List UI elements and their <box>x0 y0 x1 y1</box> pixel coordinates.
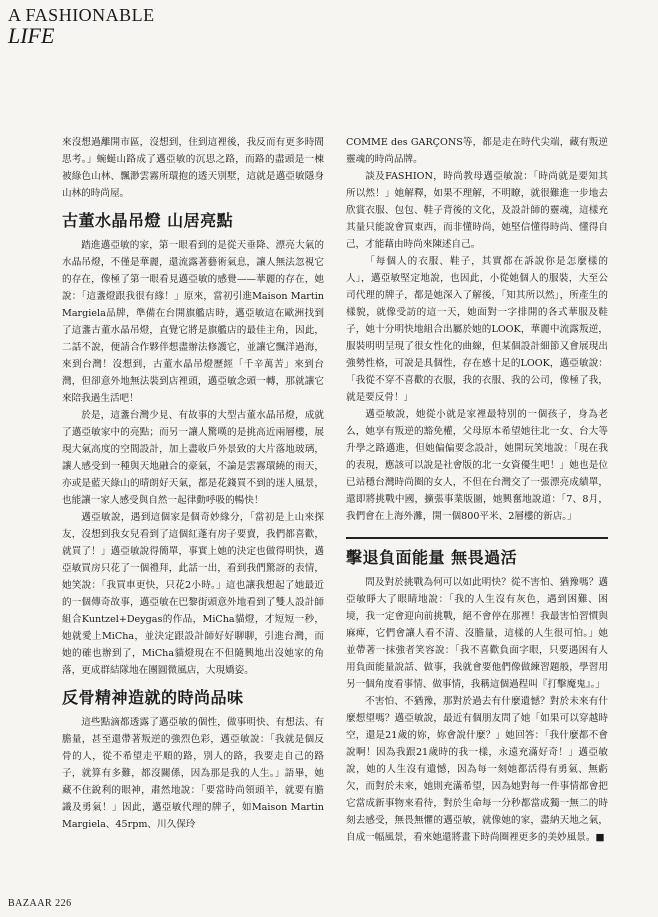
left-paragraph-1: 來沒想過離開市區，沒想到，住到這裡後，我反而有更多時間思考。」蜿蜒山路成了邁亞敏的沉思之路，而路的盡頭是一棟被綠色山林、飄渺雲霧所環抱的透天別墅，這就是邁亞敏隱身山林的時尚屋。 <box>62 137 324 199</box>
right-column <box>346 134 608 846</box>
right-paragraph-4: 邁亞敏說，她從小就是家裡最特別的一個孩子，身為老么，她享有叛逆的豁免權，父母原本希望她往北一女、台大等升學之路邁進，但她偏偏要念設計，她開玩笑地說：「現在我的表現，應該可以說是社會版的北一女資優生吧！」她也是位已站穩台灣時尚圈的女人，不但在台灣交了一張漂亮成績單，還即將挑戰中國，擴張事業版圖，她興奮地說道：「7、8月，我們會在上海外灘，開一個800平米、2層樓的新店。」 <box>346 409 608 522</box>
left-paragraph-4: 邁亞敏說，遇到這個家是個奇妙緣分，「當初是上山來探友，沒想到我女兒看到了這個紅蓬有房子要賣，我們都喜歡，就買了！」邁亞敏說得簡單，事實上她的決定也做得明快，邁亞敏買房只花了一個禮拜，此話一出，看到我們驚訝的表情，她笑說：「我買車更快，只花2小時。」這也讓我想起了她最近的一個傳奇故事，邁亞敏在巴黎街頭意外地看到了雙人設計師組合Kuntzel+Deygas的作品，MiCha貓燈，才短短一秒，她就愛上MiCha，並決定跟設計師好好聊聊，引進台灣，而她的確也辦到了，MiCha貓燈現在不但隨興地出沒她家的角落，更成群結隊地在團圓微風店，大現嬌姿。 <box>62 512 324 676</box>
section-title-line2: LIFE <box>8 23 55 48</box>
right-paragraph-2: 談及FASHION，時尚教母邁亞敏說：「時尚就是要知其所以然！」她解釋，如果不理解，不明瞭，就很難進一步地去欣賞衣服、包包、鞋子背後的文化，及設計師的靈魂，這樣充其量只能說會買東西，而非懂時尚，她堅信懂得時尚、懂得自己，才能藉由時尚來陳述自己。 <box>346 171 608 250</box>
right-paragraph-5: 問及對於挑戰為何可以如此明快？從不害怕、猶豫嗎？邁亞敏睜大了眼睛地說：「我的人生沒有灰色，遇到困難、困境，我一定會迎向前挑戰，絕不會停在那裡！我最害怕習慣與麻痺，它們會讓人看不清、沒膽量，這樣的人生很可怕。」她並帶著一抹強者笑容說：「我不喜歡負面字眼，只要遇困有人用負面能量說話、做事，我就會要他們像做練習題般，學習用另一個角度看事情、做事情，我稱這個過程叫『打擊魔鬼』。」 <box>346 577 608 690</box>
left-paragraph-5: 這些點滴都透露了邁亞敏的個性，做事明快、有想法、有膽量，甚至還帶著叛逆的強烈色彩，邁亞敏說：「我就是個反骨的人，從不希望走平順的路，別人的路，我要走自己的路子，就算有多難，都沒關係，因為那是我的人生。」語畢，她藏不住銳利的眼神，肅然地說：「要當時尚領頭羊，就要有膽識及勇氣！」因此，邁亞敏代理的牌子，如Maison Martin Margiela、45rpm、川久保玲 <box>62 717 324 830</box>
page-footer-folio: BAZAAR 226 <box>8 898 72 909</box>
section-heading-negative-energy: 擊退負面能量 無畏過活 <box>346 548 518 567</box>
left-column <box>62 134 324 833</box>
section-heading-rebel-spirit: 反骨精神造就的時尚品味 <box>62 688 244 707</box>
right-paragraph-6: 不害怕、不猶豫，那對於過去有什麼遺憾？對於未來有什麼想望嗎？邁亞敏說，最近有個朋友問了她「如果可以穿越時空，還是21歲的妳，妳會說什麼？」她回答：「我什麼都不會說啊！因為我跟21歲時的我一樣，永遠充滿好奇！」邁亞敏說，她的人生沒有遺憾，因為每一刻她都活得有勇氣、無虧欠，而對於未來，她則充滿希望，因為她對每一件事情都會把它當成新事物來看待，對於生命每一分秒都當成獨一無二的時刻去感受，無畏無懼的邁亞敏，就像她的家，盡納天地之氣，自成一幅風景，看來她還將畫下時尚圈裡更多的美妙風景。■ <box>346 696 608 843</box>
left-paragraph-3: 於是，這盞台灣少見、有故事的大型古董水晶吊燈，成就了邁亞敏家中的亮點；而另一讓人驚嘆的是挑高近兩層樓，展現大氣高度的空間設計，加上盡收戶外景致的大片落地玻璃，讓人感受到一種與天地融合的豪氣，不論是雲霧環繞的雨天，亦或是藍天綠山的晴朗好天氣，都是花錢買不到的迷人風景，也能讓一家人感受與自然一起律動呼吸的暢快！ <box>62 410 324 506</box>
right-paragraph-3: 「每個人的衣服、鞋子，其實都在訴說你是怎麼樣的人」，邁亞敏堅定地說，也因此，小從她個人的服裝，大至公司代理的牌子，都是她深入了解後，「知其所以然」，所產生的樣貌，就像受訪的這一天，她面對一字排開的各式華服及鞋子，她十分明快地組合出屬於她的LOOK，華麗中流露叛逆，服裝明明呈現了很女性化的曲線，但某個設計細節又會展現出強勢性格，可說是具個性，存在感十足的LOOK，邁亞敏說：「我從不穿不喜歡的衣服，我的衣服、我的公司，像極了我，就是要反骨！」 <box>346 256 608 403</box>
section-title-line1: A FASHIONABLE <box>8 5 155 25</box>
section-heading-chandelier: 古董水晶吊燈 山居亮點 <box>62 211 234 230</box>
section-divider <box>346 537 608 539</box>
magazine-section-header <box>8 6 155 48</box>
right-paragraph-1: COMME des GARÇONS等，都是走在時代尖端，藏有叛逆靈魂的時尚品牌。 <box>346 137 608 165</box>
left-paragraph-2: 踏進邁亞敏的家，第一眼看到的是從天垂降、漂亮大氣的水晶吊燈，不僅是華麗，還流露著藝術氣息，讓人無法忽視它的存在，像極了第一眼看見邁亞敏的感覺——華麗的存在，她說：「這盞燈跟我很有緣！」原來，當初引進Maison Martin Margiela品牌，準備在台開旗艦店時，邁亞敏這在歐洲找到了這盞古董水晶吊燈，直覺它將是旗艦店的最佳主角，因此，二話不說，便請合作夥伴想盡辦法修護它，並讓它飄洋過海，來到台灣！沒想到，古董水晶吊燈歷經「千辛萬苦」來到台灣，但卻意外地無法裝到店裡頭，邁亞敏念頭一轉，那就讓它來陪我過生活吧！ <box>62 240 324 404</box>
